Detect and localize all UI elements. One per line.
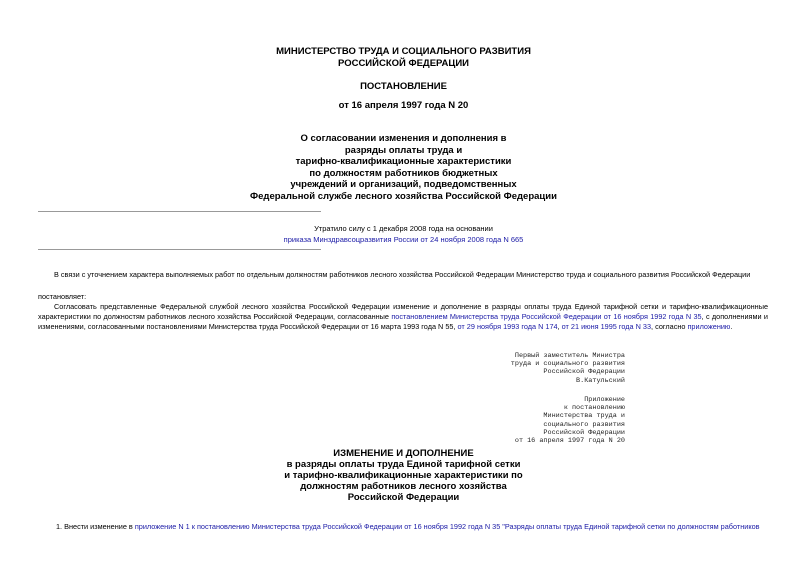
ministry-name-line2: РОССИЙСКОЙ ФЕДЕРАЦИИ [337,58,469,69]
appendix-note: Приложение к постановлению Министерства труда и социального развития Российской Федерации от 16 апреля 1997 года N 20 [514,396,625,446]
resolution-link-1995[interactable]: от 21 июня 1995 года N 33 [561,322,652,331]
divider-top [38,211,321,212]
main-text-part: Согласовать представленные Федеральной службой лесного хозяйства Российской Федерации изменение и дополнение в разряды оплаты труда Единой тарифной сетки и тарифно-квалификационные характеристики по должностям работников лесного хозяйства Российской Федерации, согласованные [38,302,768,321]
appendix-title [0,448,807,503]
doc-date-number: от 16 апреля 1997 года N 20 [338,100,469,111]
item-1-text: 1. Внести изменение в [56,522,135,531]
main-text-part: . [730,322,733,331]
title-line: учреждений и организаций, подведомственных [290,179,517,190]
main-text-part: , с дополнениями и изменениями, согласованными постановлениями Министерства труда Российской Федерации от 16 марта 1993 года N 55, [38,312,768,331]
main-paragraph [38,302,768,332]
signature-block: Первый заместитель Министра труда и социального развития Российской Федерации В.Катульский [510,352,625,385]
resolution-title [0,133,807,202]
item-1-paragraph [56,522,776,532]
doc-type: ПОСТАНОВЛЕНИЕ [360,81,447,92]
title-line: по должностям работников бюджетных [309,167,498,179]
title-line: Федеральной службе лесного хозяйства Российской Федерации [250,190,557,202]
appendix-link[interactable]: приложению [687,322,731,331]
appendix-title-line: ИЗМЕНЕНИЕ И ДОПОЛНЕНИЕ [333,448,474,459]
appendix-title-line: Российской Федерации [347,492,460,503]
repeal-status-text: Утратило силу с 1 декабря 2008 года на основании [314,224,493,233]
appendix-1-link[interactable]: приложение N 1 к постановлению Министерства труда Российской Федерации от 16 ноября 1992 года N 35 "Разряды оплаты труда Единой тарифной сетки по должностям работников [134,522,760,531]
repeal-order-link[interactable]: приказа Минздравсоцразвития России от 24 ноября 2008 года N 665 [283,235,524,244]
resolution-link-1993[interactable]: от 29 ноября 1993 года N 174 [457,322,558,331]
ministry-name-line1: МИНИСТЕРСТВО ТРУДА И СОЦИАЛЬНОГО РАЗВИТИЯ [276,46,531,57]
title-line: разряды оплаты труда и [344,144,463,156]
appendix-title-line: должностям работников лесного хозяйства [300,481,507,492]
divider-bottom [38,249,321,250]
resolution-link-1992[interactable]: постановлением Министерства труда Российской Федерации от 16 ноября 1992 года N 35 [391,312,702,321]
title-line: тарифно-квалификационные характеристики [295,156,512,167]
appendix-title-line: в разряды оплаты труда Единой тарифной сетки [286,459,521,470]
repeal-status-line2 [0,234,807,245]
main-text-part: , [557,322,562,331]
decides-label: постановляет: [38,292,87,301]
intro-paragraph: В связи с уточнением характера выполняемых работ по отдельным должностям работников лесного хозяйства Российской Федерации Министерство труда и социального развития Российской Федерации [54,270,751,279]
appendix-title-line: и тарифно-квалификационные характеристики по [284,470,523,481]
title-line: О согласовании изменения и дополнения в [300,133,507,144]
main-text-part: , согласно [651,322,688,331]
